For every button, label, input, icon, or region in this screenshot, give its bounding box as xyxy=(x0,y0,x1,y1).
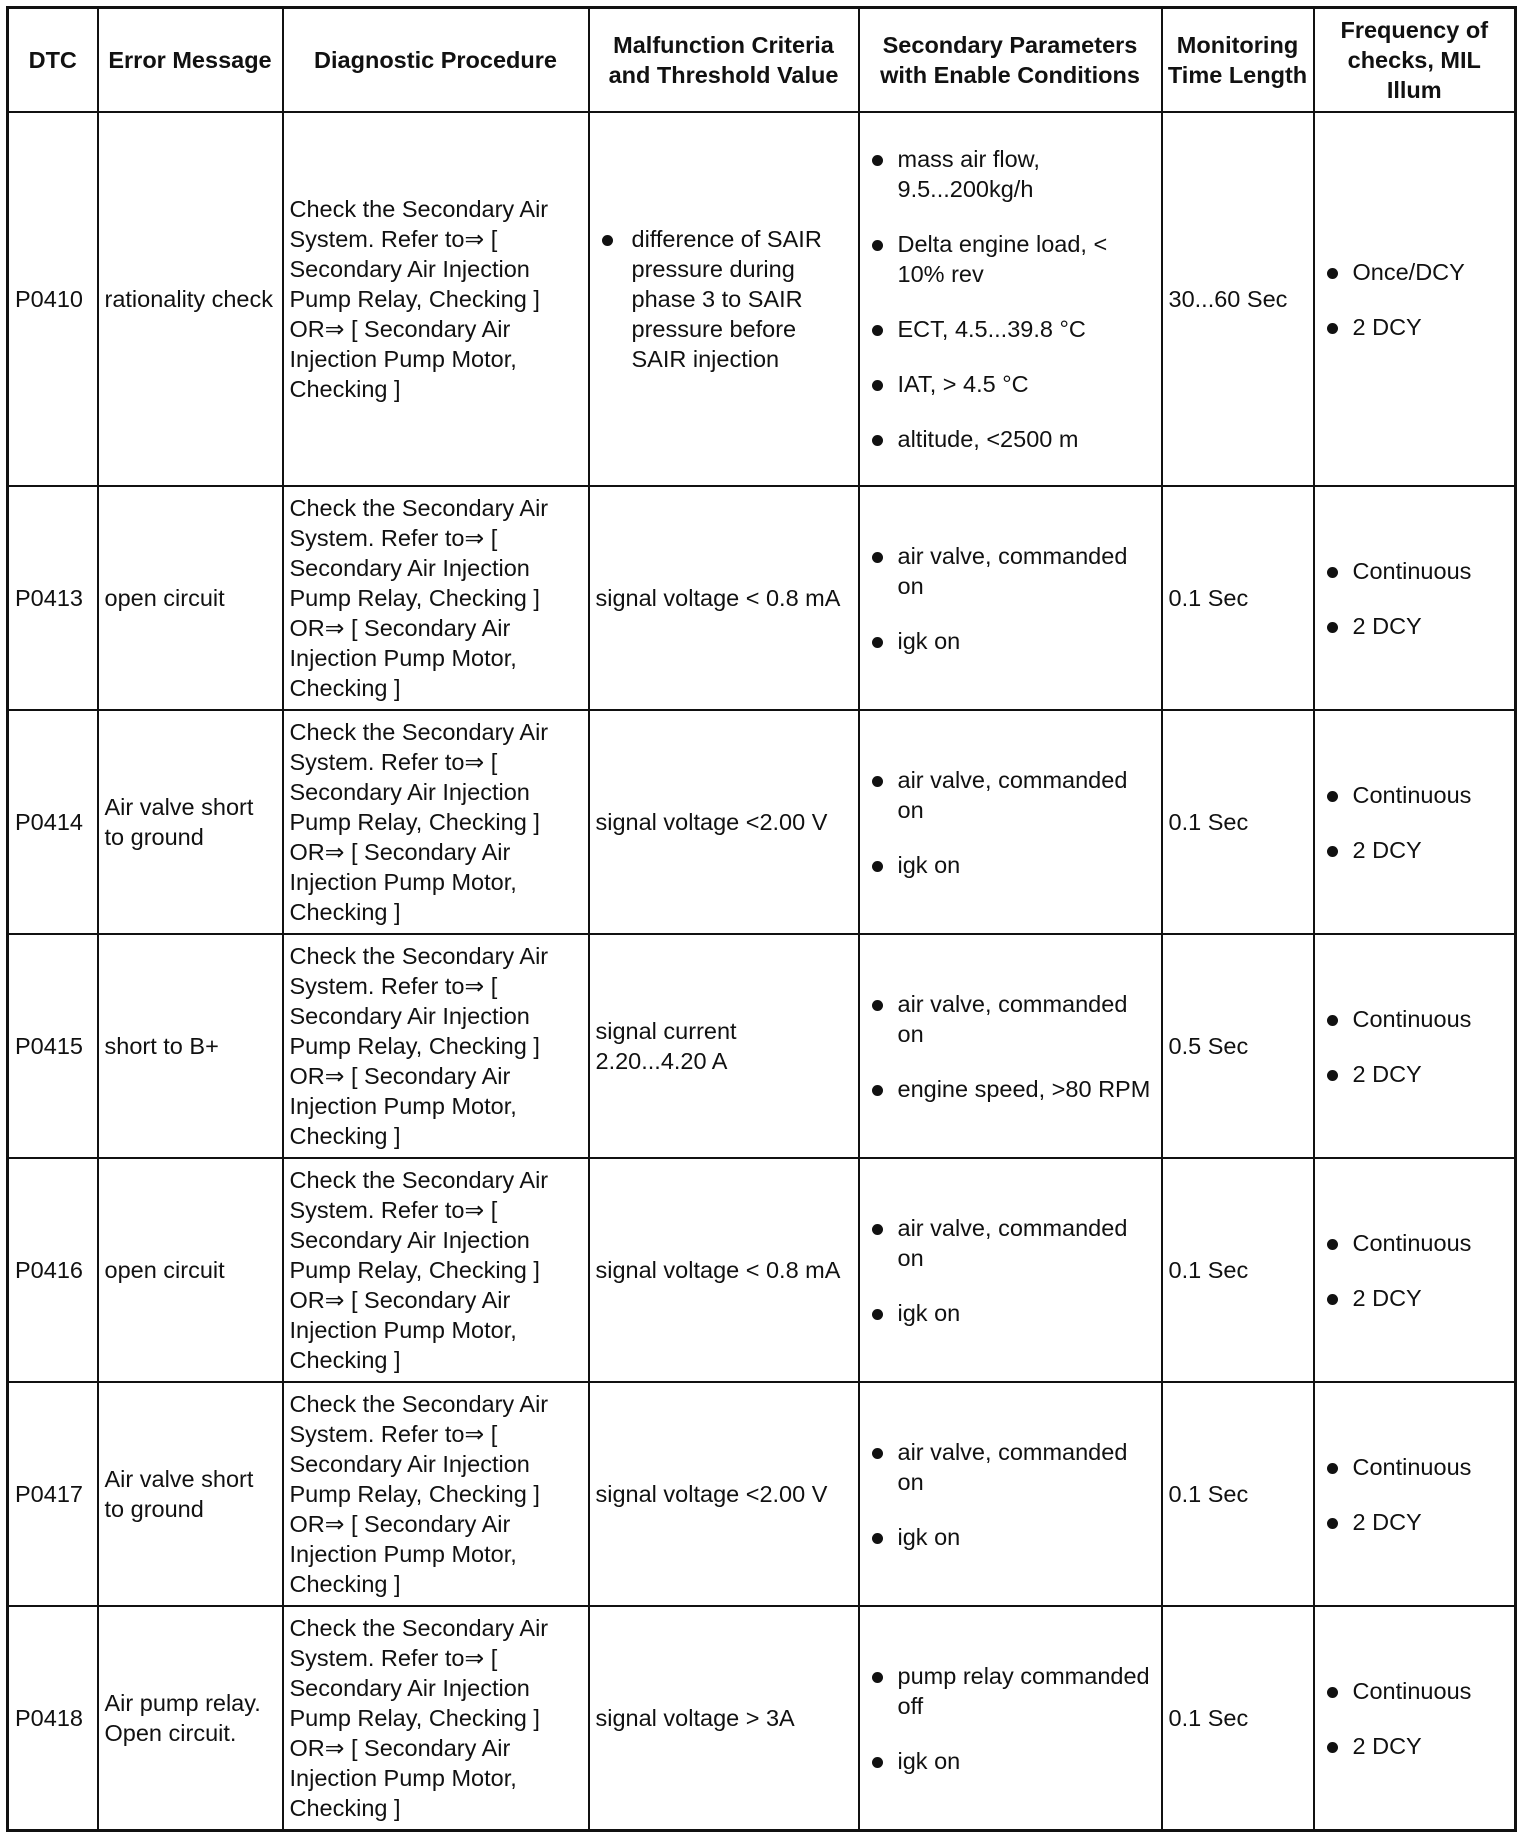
error-message: Air pump relay. Open circuit. xyxy=(98,1606,283,1831)
table-row xyxy=(8,1606,1516,1831)
monitoring-time: 0.1 Sec xyxy=(1162,1158,1314,1382)
secondary-item: igk on xyxy=(866,1298,1155,1328)
diagnostic-procedure: Check the Secondary Air System. Refer to⇒ [ Secondary Air Injection Pump Relay, Checking ] OR⇒ [ Secondary Air Injection Pump Motor, Checking ] xyxy=(283,486,589,710)
secondary-item: igk on xyxy=(866,850,1155,880)
frequency-list xyxy=(1321,1676,1509,1761)
frequency-item: Continuous xyxy=(1321,556,1509,586)
frequency-item: Once/DCY xyxy=(1321,257,1509,287)
secondary-item: air valve, commanded on xyxy=(866,989,1155,1049)
frequency-item: 2 DCY xyxy=(1321,1507,1509,1537)
secondary-parameters xyxy=(859,486,1162,710)
secondary-list xyxy=(866,144,1155,454)
secondary-list xyxy=(866,989,1155,1104)
monitoring-time: 0.1 Sec xyxy=(1162,1606,1314,1831)
frequency-item: Continuous xyxy=(1321,1676,1509,1706)
error-message: open circuit xyxy=(98,486,283,710)
frequency xyxy=(1314,1382,1516,1606)
secondary-item: IAT, > 4.5 °C xyxy=(866,369,1155,399)
monitoring-time: 0.1 Sec xyxy=(1162,1382,1314,1606)
malfunction-criteria: signal current 2.20...4.20 A xyxy=(589,934,859,1158)
diagnostic-procedure: Check the Secondary Air System. Refer to⇒ [ Secondary Air Injection Pump Relay, Checking ] OR⇒ [ Secondary Air Injection Pump Motor, Checking ] xyxy=(283,934,589,1158)
secondary-item: pump relay commanded off xyxy=(866,1661,1155,1721)
frequency-list xyxy=(1321,1004,1509,1089)
frequency-item: Continuous xyxy=(1321,1452,1509,1482)
header-secondary-parameters: Secondary Parameters with Enable Conditions xyxy=(859,8,1162,113)
frequency-list xyxy=(1321,257,1509,342)
diagnostic-procedure: Check the Secondary Air System. Refer to⇒ [ Secondary Air Injection Pump Relay, Checking ] OR⇒ [ Secondary Air Injection Pump Motor, Checking ] xyxy=(283,1158,589,1382)
secondary-item: igk on xyxy=(866,1746,1155,1776)
criteria-list xyxy=(596,224,852,374)
frequency xyxy=(1314,1158,1516,1382)
frequency-list xyxy=(1321,1452,1509,1537)
frequency-item: Continuous xyxy=(1321,1228,1509,1258)
dtc-code: P0417 xyxy=(8,1382,98,1606)
secondary-item: mass air flow, 9.5...200kg/h xyxy=(866,144,1155,204)
monitoring-time: 0.1 Sec xyxy=(1162,486,1314,710)
secondary-list xyxy=(866,765,1155,880)
monitoring-time: 0.5 Sec xyxy=(1162,934,1314,1158)
secondary-list xyxy=(866,1661,1155,1776)
secondary-parameters xyxy=(859,710,1162,934)
dtc-code: P0414 xyxy=(8,710,98,934)
frequency-item: 2 DCY xyxy=(1321,1283,1509,1313)
header-malfunction-criteria: Malfunction Criteria and Threshold Value xyxy=(589,8,859,113)
frequency-item: Continuous xyxy=(1321,780,1509,810)
malfunction-criteria: signal voltage > 3A xyxy=(589,1606,859,1831)
frequency xyxy=(1314,112,1516,486)
frequency-list xyxy=(1321,780,1509,865)
header-monitoring-time: Monitoring Time Length xyxy=(1162,8,1314,113)
secondary-item: air valve, commanded on xyxy=(866,765,1155,825)
malfunction-criteria xyxy=(589,112,859,486)
secondary-list xyxy=(866,541,1155,656)
error-message: Air valve short to ground xyxy=(98,710,283,934)
secondary-parameters xyxy=(859,934,1162,1158)
frequency-item: 2 DCY xyxy=(1321,835,1509,865)
header-frequency: Frequency of checks, MIL Illum xyxy=(1314,8,1516,113)
error-message: Air valve short to ground xyxy=(98,1382,283,1606)
table-row xyxy=(8,934,1516,1158)
frequency xyxy=(1314,1606,1516,1831)
table-row xyxy=(8,710,1516,934)
malfunction-criteria: signal voltage < 0.8 mA xyxy=(589,486,859,710)
secondary-parameters xyxy=(859,112,1162,486)
table-row xyxy=(8,112,1516,486)
dtc-code: P0413 xyxy=(8,486,98,710)
secondary-parameters xyxy=(859,1158,1162,1382)
dtc-table xyxy=(6,6,1517,1832)
error-message: rationality check xyxy=(98,112,283,486)
secondary-item: Delta engine load, < 10% rev xyxy=(866,229,1155,289)
secondary-item: engine speed, >80 RPM xyxy=(866,1074,1155,1104)
secondary-item: ECT, 4.5...39.8 °C xyxy=(866,314,1155,344)
dtc-code: P0418 xyxy=(8,1606,98,1831)
header-error-message: Error Message xyxy=(98,8,283,113)
frequency-item: 2 DCY xyxy=(1321,1731,1509,1761)
secondary-item: air valve, commanded on xyxy=(866,1437,1155,1497)
secondary-item: altitude, <2500 m xyxy=(866,424,1155,454)
criteria-item: difference of SAIR pressure during phase 3 to SAIR pressure before SAIR injection xyxy=(596,224,852,374)
secondary-item: air valve, commanded on xyxy=(866,541,1155,601)
frequency-list xyxy=(1321,556,1509,641)
table-row xyxy=(8,1382,1516,1606)
dtc-code: P0416 xyxy=(8,1158,98,1382)
malfunction-criteria: signal voltage < 0.8 mA xyxy=(589,1158,859,1382)
dtc-code: P0410 xyxy=(8,112,98,486)
dtc-code: P0415 xyxy=(8,934,98,1158)
secondary-item: air valve, commanded on xyxy=(866,1213,1155,1273)
malfunction-criteria: signal voltage <2.00 V xyxy=(589,1382,859,1606)
frequency xyxy=(1314,486,1516,710)
frequency-item: 2 DCY xyxy=(1321,611,1509,641)
document-page xyxy=(6,6,1517,1832)
diagnostic-procedure: Check the Secondary Air System. Refer to⇒ [ Secondary Air Injection Pump Relay, Checking ] OR⇒ [ Secondary Air Injection Pump Motor, Checking ] xyxy=(283,1382,589,1606)
monitoring-time: 30...60 Sec xyxy=(1162,112,1314,486)
frequency-list xyxy=(1321,1228,1509,1313)
frequency-item: Continuous xyxy=(1321,1004,1509,1034)
secondary-parameters xyxy=(859,1382,1162,1606)
diagnostic-procedure: Check the Secondary Air System. Refer to⇒ [ Secondary Air Injection Pump Relay, Checking ] OR⇒ [ Secondary Air Injection Pump Motor, Checking ] xyxy=(283,1606,589,1831)
frequency-item: 2 DCY xyxy=(1321,1059,1509,1089)
monitoring-time: 0.1 Sec xyxy=(1162,710,1314,934)
secondary-list xyxy=(866,1437,1155,1552)
frequency-item: 2 DCY xyxy=(1321,312,1509,342)
error-message: short to B+ xyxy=(98,934,283,1158)
header-dtc: DTC xyxy=(8,8,98,113)
secondary-item: igk on xyxy=(866,626,1155,656)
secondary-list xyxy=(866,1213,1155,1328)
malfunction-criteria: signal voltage <2.00 V xyxy=(589,710,859,934)
table-row xyxy=(8,1158,1516,1382)
error-message: open circuit xyxy=(98,1158,283,1382)
secondary-item: igk on xyxy=(866,1522,1155,1552)
header-row xyxy=(8,8,1516,113)
diagnostic-procedure: Check the Secondary Air System. Refer to⇒ [ Secondary Air Injection Pump Relay, Checking ] OR⇒ [ Secondary Air Injection Pump Motor, Checking ] xyxy=(283,710,589,934)
frequency xyxy=(1314,934,1516,1158)
diagnostic-procedure: Check the Secondary Air System. Refer to⇒ [ Secondary Air Injection Pump Relay, Checking ] OR⇒ [ Secondary Air Injection Pump Motor, Checking ] xyxy=(283,112,589,486)
frequency xyxy=(1314,710,1516,934)
table-row xyxy=(8,486,1516,710)
header-diagnostic-procedure: Diagnostic Procedure xyxy=(283,8,589,113)
secondary-parameters xyxy=(859,1606,1162,1831)
